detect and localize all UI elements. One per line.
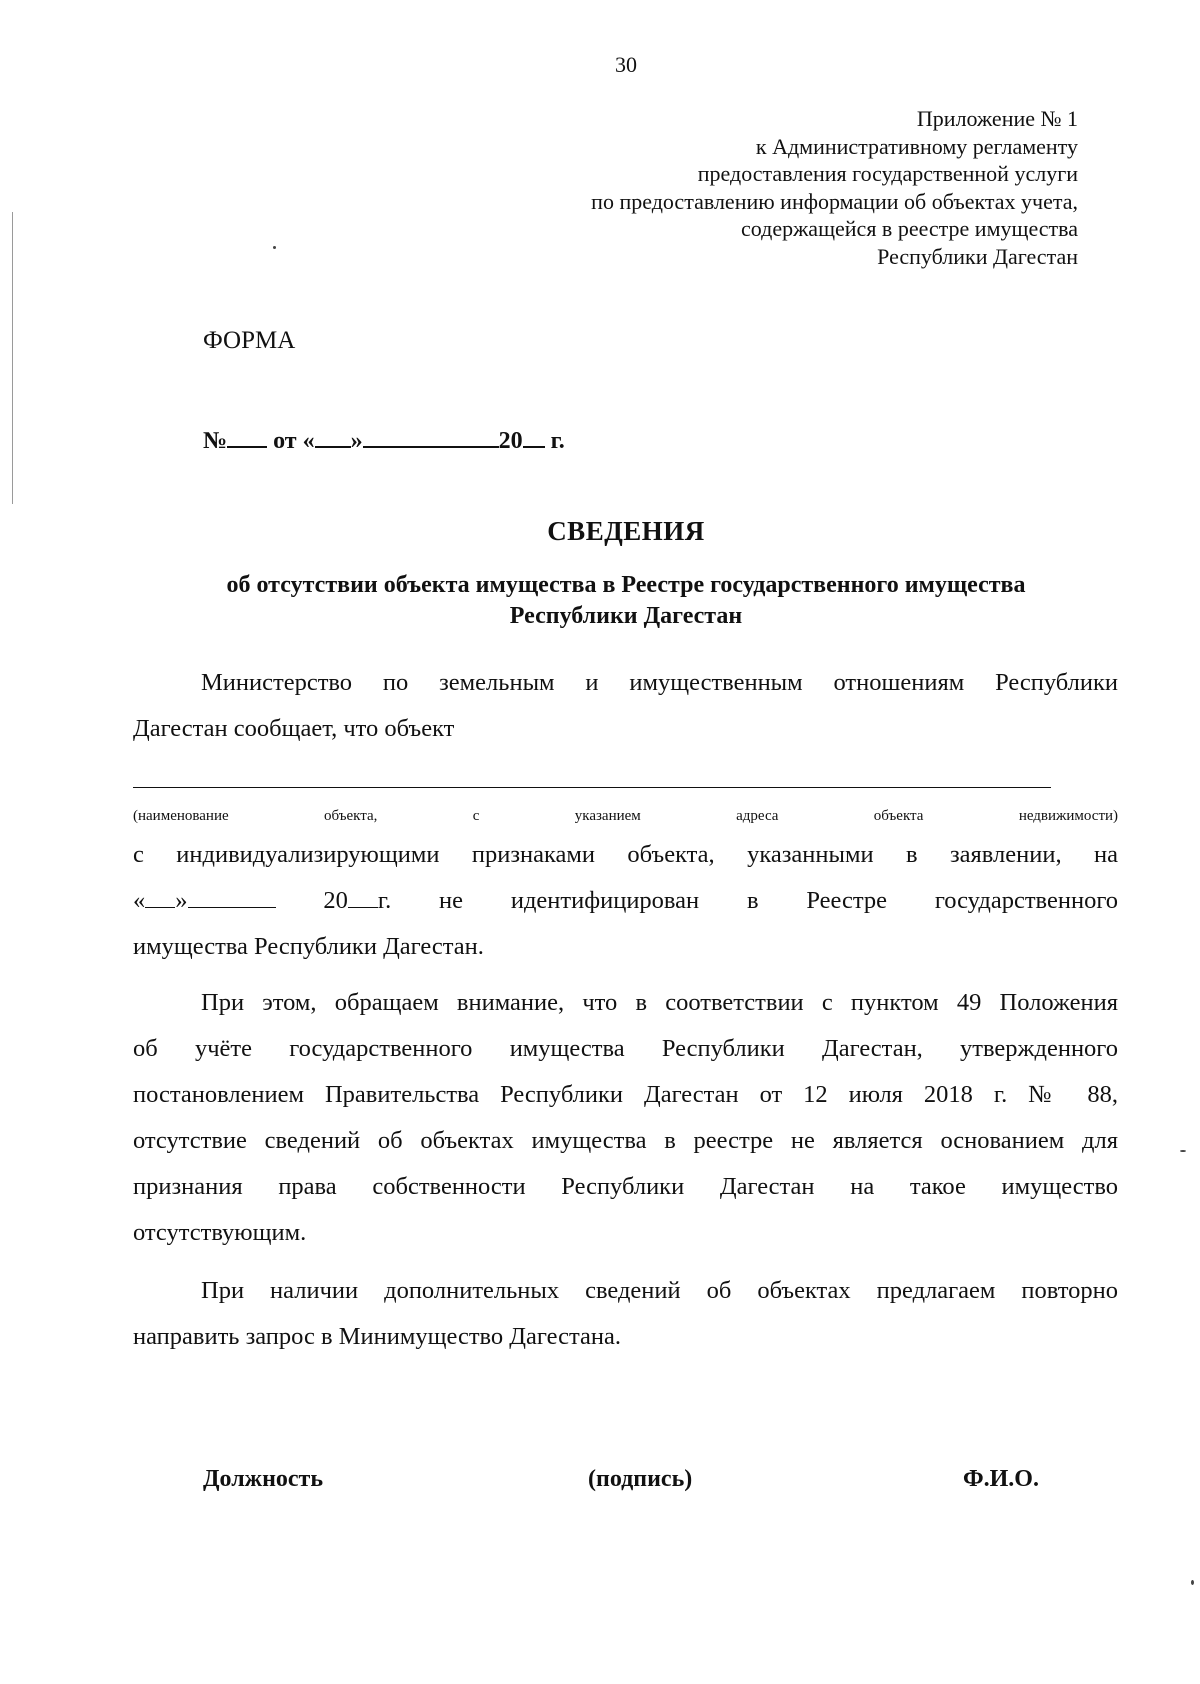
scan-margin-line [12, 212, 13, 504]
year-prefix: 20 [498, 428, 523, 454]
month-blank[interactable] [188, 887, 276, 908]
scan-speck [273, 246, 276, 249]
year-prefix: 20 [323, 887, 348, 914]
year-suffix: г. [550, 428, 565, 454]
caption-word: недвижимости) [1018, 808, 1119, 824]
appendix-line: Приложение № 1 [916, 106, 1078, 131]
appendix-line: Республики Дагестан [877, 243, 1078, 269]
year-suffix: г. [377, 887, 392, 914]
appendix-line: предоставления государственной услуги [697, 161, 1078, 186]
object-name-fill-line[interactable] [133, 787, 1051, 788]
text-line: признания права собственности Республики Дагестан на такое имущество [133, 1173, 1118, 1200]
caption-word: объекта [873, 808, 924, 824]
form-label: ФОРМА [203, 327, 296, 354]
text-line: отсутствующим. [133, 1219, 307, 1246]
date-open-quote: « [133, 887, 146, 914]
text-line-date [133, 878, 1118, 924]
day-blank[interactable] [145, 887, 175, 908]
day-blank[interactable] [315, 424, 351, 448]
text-line: При этом, обращаем внимание, что в соответствии с пунктом 49 Положения [201, 989, 1118, 1016]
subtitle-line: об отсутствии объекта имущества в Реестре государственного имущества [226, 572, 1026, 598]
caption-word: с [472, 808, 480, 824]
page-number: 30 [615, 52, 637, 77]
text-line: При наличии дополнительных сведений об объектах предлагаем повторно [201, 1277, 1118, 1304]
text-fragment: не идентифицирован в Реестре государственного [439, 887, 1119, 914]
text-line: имущества Республики Дагестан. [133, 933, 484, 960]
text-line: об учёте государственного имущества Республики Дагестан, утвержденного [133, 1035, 1118, 1062]
text-line: Министерство по земельным и имущественным отношениям Республики [201, 669, 1118, 696]
caption-word: объекта, [323, 808, 378, 824]
close-quote: » [350, 428, 363, 454]
subtitle-line: Республики Дагестан [509, 603, 743, 629]
object-name-caption [133, 808, 1118, 825]
caption-word: указанием [574, 808, 641, 824]
scan-speck [1180, 1150, 1186, 1152]
text-line: Дагестан сообщает, что объект [133, 715, 455, 742]
year-blank[interactable] [348, 887, 378, 908]
appendix-line: содержащейся в реестре имущества [741, 216, 1078, 241]
caption-word: (наименование [133, 808, 229, 824]
date-close-quote: » [175, 887, 188, 914]
signature-label: (подпись) [588, 1466, 693, 1492]
text-line: постановлением Правительства Республики Дагестан от 12 июля 2018 г. № 88, [133, 1081, 1118, 1108]
appendix-block [591, 105, 1078, 270]
appendix-line: к Административному регламенту [755, 133, 1078, 159]
month-blank[interactable] [363, 424, 499, 448]
paragraph-not-identified [133, 832, 1118, 970]
from-label: от « [273, 428, 315, 454]
paragraph-ministry [133, 660, 1118, 752]
paragraph-regulation [133, 980, 1118, 1256]
document-subtitle [0, 570, 1200, 632]
scan-speck [1191, 1580, 1194, 1585]
appendix-line: по предоставлению информации об объектах учета, [591, 188, 1078, 214]
signature-position-label: Должность [203, 1466, 324, 1492]
document-number-line [203, 424, 565, 455]
text-line: направить запрос в Минимущество Дагестана. [133, 1323, 621, 1350]
caption-word: адреса [736, 808, 779, 824]
year-blank[interactable] [523, 424, 545, 448]
document-title: СВЕДЕНИЯ [547, 516, 705, 546]
number-blank[interactable] [227, 424, 267, 448]
paragraph-additional-info [133, 1268, 1118, 1360]
number-sign: № [203, 428, 228, 454]
text-line: с индивидуализирующими признаками объекта, указанными в заявлении, на [133, 841, 1118, 868]
signature-name-label: Ф.И.О. [963, 1466, 1039, 1492]
text-line: отсутствие сведений об объектах имущества в реестре не является основанием для [133, 1127, 1118, 1154]
